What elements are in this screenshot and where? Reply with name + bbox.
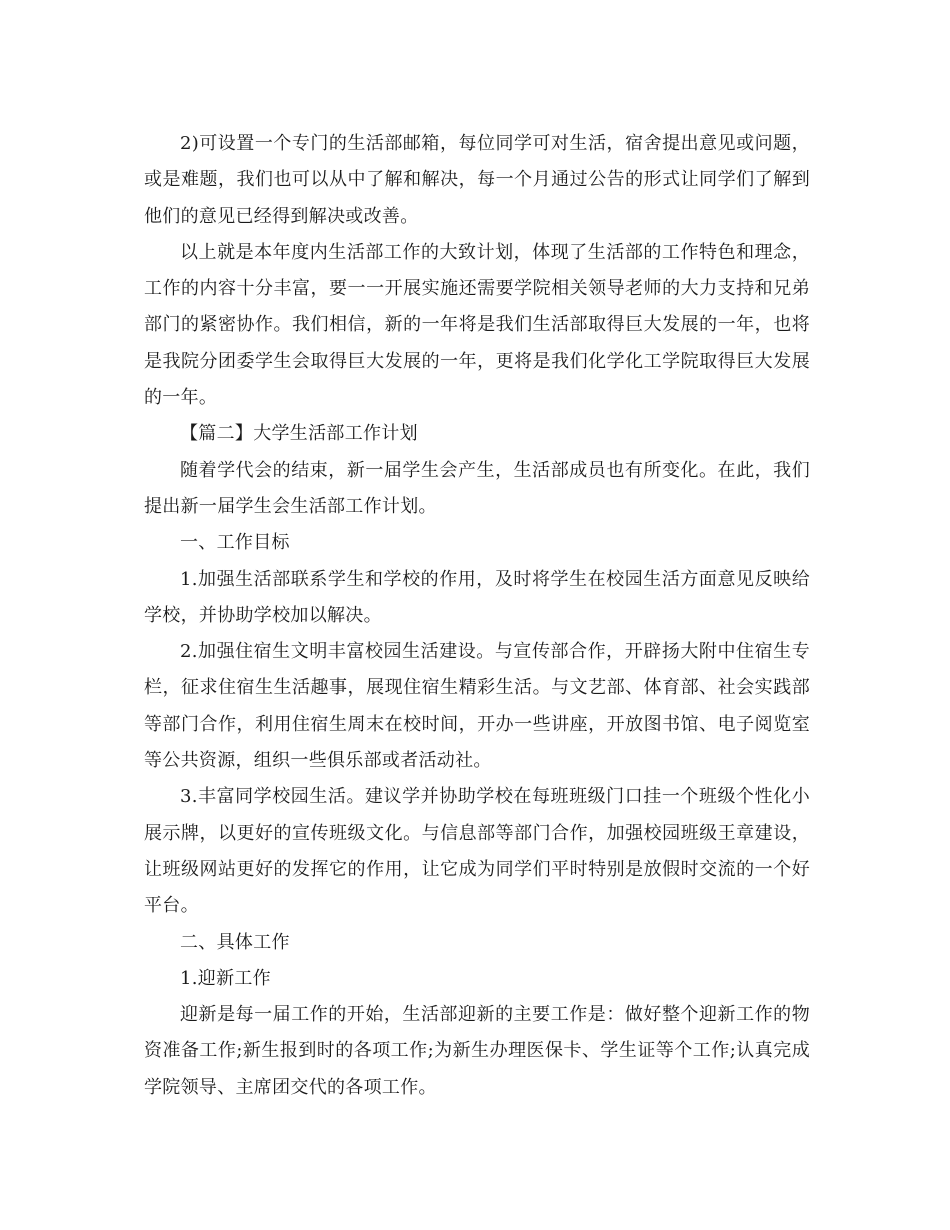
goal-item-3: 3.丰富同学校园生活。建议学并协助学校在每班班级门口挂一个班级个性化小展示牌，以更好的宣传班级文化。与信息部等部门合作，加强校园班级王章建设，让班级网站更好的发挥它的作用，让它成为同学们平时特别是放假时交流的一个好平台。 [144,786,810,917]
paragraph-summary: 以上就是本年度内生活部工作的大致计划，体现了生活部的工作特色和理念，工作的内容十分丰富，要一一开展实施还需要学院相关领导老师的大力支持和兄弟部门的紧密协作。我们相信，新的一年将是我们生活部取得巨大发展的一年，也将是我院分团委学生会取得巨大发展的一年，更将是我们化学化工学院取得巨大发展的一年。 [144,241,810,409]
paragraph-welcome-work: 迎新是每一届工作的开始，生活部迎新的主要工作是：做好整个迎新工作的物资准备工作;新生报到时的各项工作;为新生办理医保卡、学生证等个工作;认真完成学院领导、主席团交代的各项工作。 [144,1004,810,1098]
heading-specific-work: 二、具体工作 [180,931,290,953]
heading-welcome-work: 1.迎新工作 [180,967,271,989]
heading-work-goals: 一、工作目标 [180,532,290,554]
section-heading-part-two: 【篇二】大学生活部工作计划 [180,423,418,445]
paragraph-intro: 随着学代会的结束，新一届学生会产生，生活部成员也有所变化。在此，我们提出新一届学生会生活部工作计划。 [144,459,810,517]
goal-item-2: 2.加强住宿生文明丰富校园生活建设。与宣传部合作，开辟扬大附中住宿生专栏，征求住宿生生活趣事，展现住宿生精彩生活。与文艺部、体育部、社会实践部等部门合作，利用住宿生周末在校时间，开办一些讲座，开放图书馆、电子阅览室等公共资源，组织一些俱乐部或者活动社。 [144,641,810,772]
paragraph-mailbox: 2)可设置一个专门的生活部邮箱，每位同学可对生活，宿舍提出意见或问题，或是难题，我们也可以从中了解和解决，每一个月通过公告的形式让同学们了解到他们的意见已经得到解决或改善。 [144,133,810,227]
goal-item-1: 1.加强生活部联系学生和学校的作用，及时将学生在校园生活方面意见反映给学校，并协助学校加以解决。 [144,568,810,626]
document-body [144,126,810,1106]
